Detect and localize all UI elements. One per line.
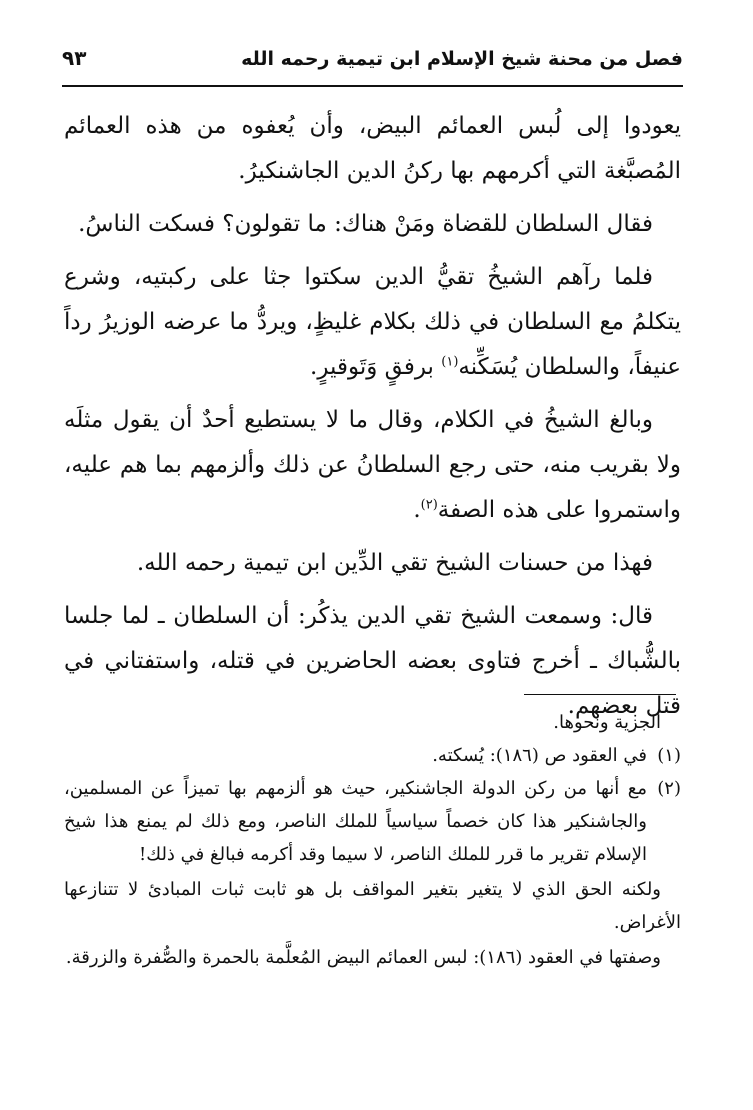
paragraph-3 [64,255,681,390]
header-rule [62,85,683,87]
paragraph-4-text: وبالغ الشيخُ في الكلام، وقال ما لا يستطيع أحدٌ أن يقول مثلَه ولا بقريب منه، حتى رجع السلطانُ عن ذلك وألزمهم بما هم عليه، واستمروا على هذه الصفة [64,407,681,523]
paragraph-6: قال: وسمعت الشيخ تقي الدين يذكُر: أن السلطان ـ لما جلسا بالشُّباك ـ أخرج فتاوى بعضه الحاضرين في قتله، واستفتاني في قتل بعضهم. [64,603,681,719]
footnote-2-number: (٢) [657,778,681,799]
footnote-1 [64,739,681,772]
main-text [64,104,681,729]
paragraph-3-end: برفقٍ وَتَوقيرٍ. [310,354,442,380]
footnote-2 [64,772,681,871]
footnote-ref-1: (١) [441,354,459,370]
footnote-2-paragraph-3: وصفتها في العقود (١٨٦): لبس العمائم البيض المُعلَّمة بالحمرة والصُّفرة والزرقة. [65,947,661,968]
footnote-ref-2: (٢) [420,497,438,513]
footnote-1-number: (١) [657,745,681,766]
paragraph-4 [64,398,681,533]
page-header [62,42,683,82]
paragraph-1: يعودوا إلى لُبس العمائم البيض، وأن يُعفوه من هذه العمائم المُصبَّغة التي أكرمهم بها ركنُ الدين الجاشنكيرُ. [64,113,681,184]
running-title: فصل من محنة شيخ الإسلام ابن تيمية رحمه الله [241,48,683,70]
page-number: ٩٣ [62,46,87,70]
paragraph-4-end: . [413,497,421,523]
footnotes [64,706,681,974]
footnote-2-text: مع أنها من ركن الدولة الجاشنكير، حيث هو ألزمهم بها تميزاً عن المسلمين، والجاشنكير هذا كان خصماً سياسياً للملك الناصر، ومع ذلك لم يمنع هذا شيخ الإسلام تقرير ما قرر للملك الناصر، لا سيما وقد أكرمه فبالغ في ذلك! [64,778,647,865]
footnote-1-text: في العقود ص (١٨٦): يُسكته. [432,745,647,766]
footnote-separator [524,694,676,695]
footnote-continuation: الجزية ونحوها. [553,712,661,733]
paragraph-5: فهذا من حسنات الشيخ تقي الدِّين ابن تيمية رحمه الله. [136,550,653,576]
paragraph-2: فقال السلطان للقضاة ومَنْ هناك: ما تقولون؟ فسكت الناسُ. [78,211,653,237]
paragraph-3-text: فلما رآهم الشيخُ تقيُّ الدين سكتوا جثا على ركبتيه، وشرع يتكلمُ مع السلطان في ذلك بكلام غليظٍ، ويردُّ ما عرضه الوزيرُ رداً عنيفاً، والسلطان يُسَكِّنه [64,264,681,380]
footnote-2-paragraph-2: ولكنه الحق الذي لا يتغير بتغير المواقف بل هو ثابت ثبات المبادئ لا تتنازعها الأغراض. [64,879,681,933]
